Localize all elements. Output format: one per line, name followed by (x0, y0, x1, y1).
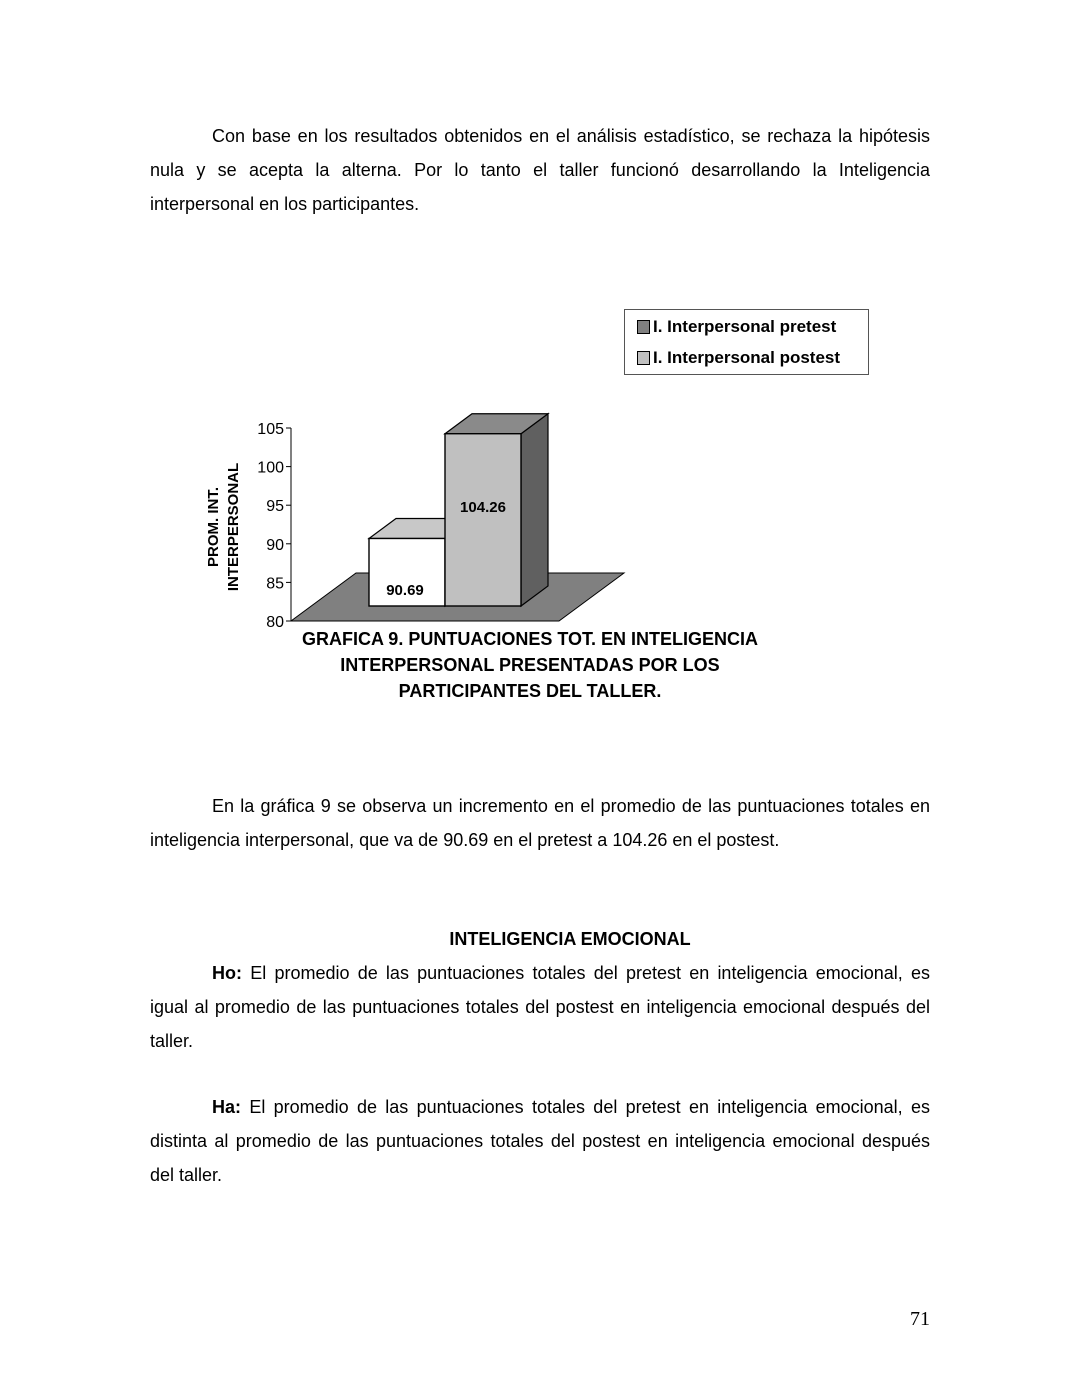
paragraph-graph-description: En la gráfica 9 se observa un incremento en el promedio de las puntuaciones totales en inteligencia interpersonal, que va de 90.69 en el pretest a 104.26 en el postest. (150, 796, 930, 850)
y-axis-title-line2: INTERPERSONAL (225, 462, 242, 592)
caption-line-3: PARTICIPANTES DEL TALLER. (398, 681, 662, 701)
hypothesis-null (150, 956, 930, 1058)
hypothesis-null-text: El promedio de las puntuaciones totales del pretest en inteligencia emocional, es igual al promedio de las puntuaciones totales del postest en inteligencia emocional después del taller. (150, 963, 930, 1051)
chart-caption (250, 626, 810, 704)
legend-label-postest: I. Interpersonal postest (653, 348, 841, 367)
y-tick-label: 90 (266, 536, 284, 554)
y-tick-label: 105 (257, 421, 284, 438)
bar-postest (445, 434, 521, 606)
y-tick-label: 80 (266, 614, 284, 631)
y-axis-title-line1: PROM. INT. (205, 486, 222, 568)
hypothesis-null-label: Ho: (212, 963, 242, 983)
hypothesis-alternative-label: Ha: (212, 1097, 242, 1117)
section-heading: INTELIGENCIA EMOCIONAL (449, 929, 691, 949)
bar-side-postest (521, 414, 548, 606)
hypothesis-alternative-text: El promedio de las puntuaciones totales del pretest en inteligencia emocional, es distinta al promedio de las puntuaciones totales del postest en inteligencia emocional después del taller. (150, 1097, 930, 1185)
caption-line-1: GRAFICA 9. PUNTUACIONES TOT. EN INTELIGENCIA (301, 629, 759, 649)
data-label-postest: 104.26 (460, 499, 506, 516)
y-tick-label: 85 (266, 575, 284, 593)
legend-label-pretest: I. Interpersonal pretest (653, 317, 837, 336)
caption-line-2: INTERPERSONAL PRESENTADAS POR LOS (340, 655, 720, 675)
page-number: 71 (910, 1308, 930, 1330)
data-label-pretest: 90.69 (386, 582, 424, 599)
y-tick-label: 95 (266, 498, 284, 516)
y-tick-label: 100 (257, 459, 284, 477)
paragraph-conclusion: Con base en los resultados obtenidos en el análisis estadístico, se rechaza la hipótesis nula y se acepta la alterna. Por lo tanto el taller funcionó desarrollando la Inteligencia interpersonal en los participantes. (150, 126, 930, 214)
bar-chart (0, 0, 1080, 650)
hypothesis-alternative (150, 1090, 930, 1192)
